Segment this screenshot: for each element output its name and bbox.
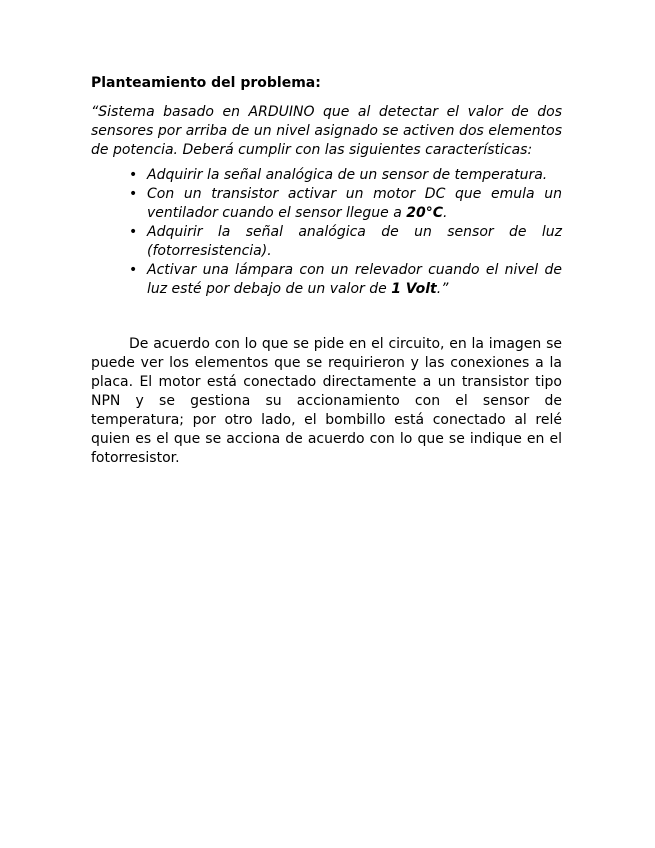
list-item-text: Adquirir la señal analógica de un sensor de luz (fotorresistencia). bbox=[147, 224, 562, 259]
list-item-text-end: . bbox=[443, 205, 448, 221]
bullet-icon: • bbox=[129, 186, 138, 202]
bullet-icon: • bbox=[129, 224, 138, 240]
section-heading: Planteamiento del problema: bbox=[91, 75, 321, 91]
list-item-text: Con un transistor activar un motor DC que emula un ventilador cuando el sensor llegue a bbox=[147, 186, 562, 221]
list-item bbox=[129, 223, 562, 261]
document-page bbox=[91, 74, 562, 468]
bullet-icon: • bbox=[129, 262, 138, 278]
bullet-icon: • bbox=[129, 167, 138, 183]
voltage-value: 1 Volt bbox=[391, 281, 437, 297]
requirements-list bbox=[91, 166, 562, 299]
body-paragraph: De acuerdo con lo que se pide en el circuito, en la imagen se puede ver los elementos que se requirieron y las conexiones a la placa. El motor está conectado directamente a un transistor tipo NPN y se gestiona su accionamiento con el sensor de temperatura; por otro lado, el bombillo está conectado al relé quien es el que se acciona de acuerdo con lo que se indique en el fotorresistor. bbox=[91, 336, 562, 466]
temperature-value: 20°C bbox=[406, 205, 444, 221]
quote-intro: “Sistema basado en ARDUINO que al detectar el valor de dos sensores por arriba de un nivel asignado se activen dos elementos de potencia. Deberá cumplir con las siguientes características: bbox=[91, 104, 562, 158]
list-item bbox=[129, 185, 562, 223]
list-item-text: Adquirir la señal analógica de un sensor de temperatura. bbox=[147, 167, 548, 183]
list-item-text-end: .” bbox=[436, 281, 449, 297]
list-item bbox=[129, 166, 562, 185]
list-item bbox=[129, 261, 562, 299]
list-item-text: Activar una lámpara con un relevador cuando el nivel de luz esté por debajo de un valor de bbox=[147, 262, 562, 297]
